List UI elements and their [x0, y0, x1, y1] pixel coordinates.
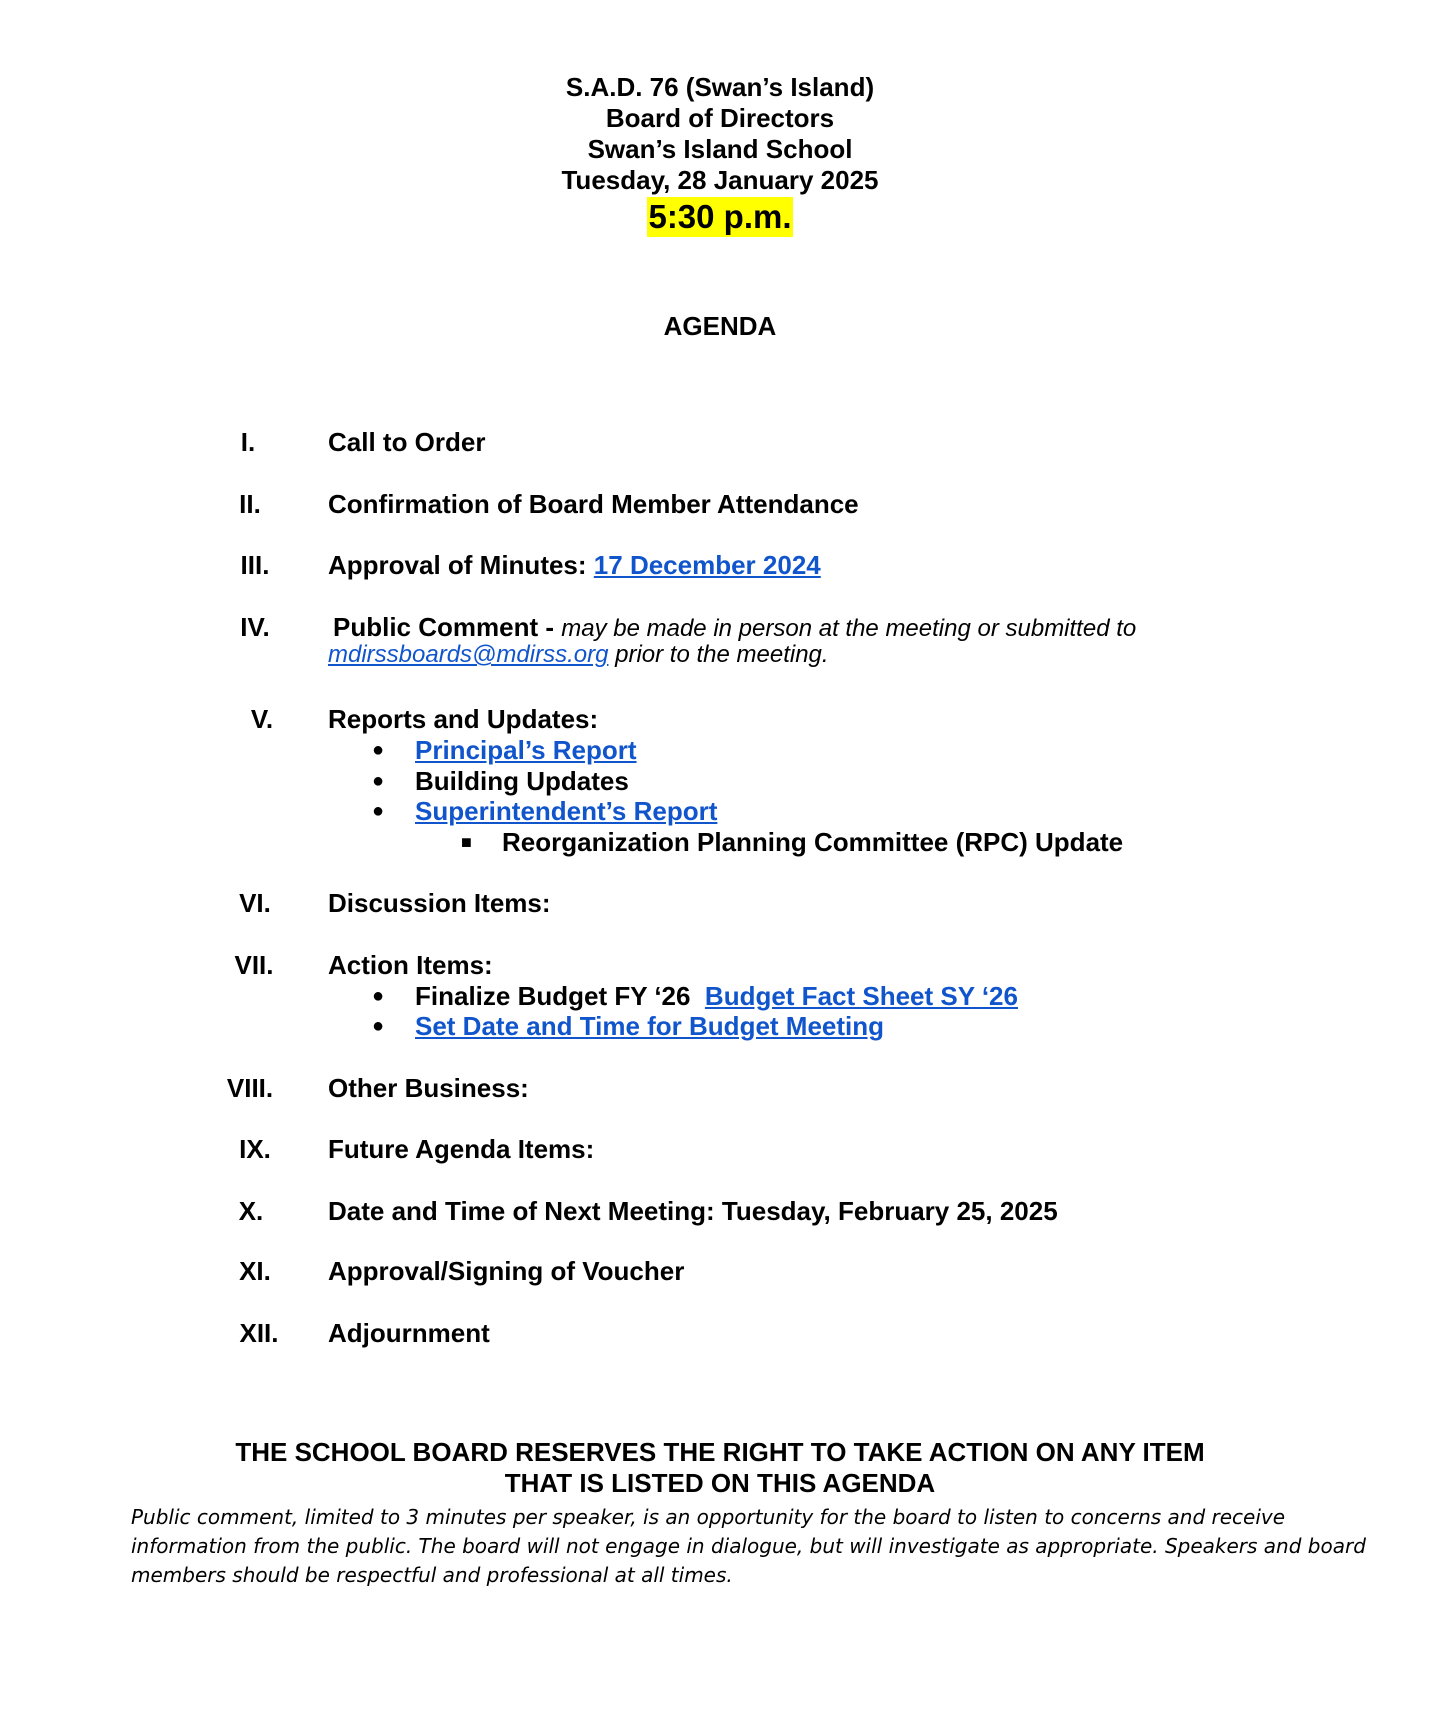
superintendents-report-link[interactable]	[415, 796, 717, 826]
bullet-icon: ●	[372, 770, 385, 792]
item-future-agenda: Future Agenda Items:	[328, 1134, 595, 1164]
item-reports-updates: Reports and Updates:	[328, 704, 599, 734]
reservation-notice-line1: THE SCHOOL BOARD RESERVES THE RIGHT TO TAKE ACTION ON ANY ITEM	[235, 1437, 1205, 1467]
item-number: IV.	[240, 612, 270, 642]
public-comment-note-end: prior to the meeting.	[615, 641, 829, 668]
item-number: VI.	[239, 888, 271, 918]
item-number: IX.	[239, 1134, 271, 1164]
building-updates: Building Updates	[415, 766, 629, 796]
finalize-budget-label: Finalize Budget FY ‘26	[415, 981, 691, 1011]
agenda-title: AGENDA	[663, 311, 777, 341]
item-discussion: Discussion Items:	[328, 888, 551, 918]
item-number: III.	[240, 550, 270, 580]
item-next-meeting: Date and Time of Next Meeting: Tuesday, February 25, 2025	[328, 1196, 1058, 1226]
bullet-icon: ●	[372, 985, 385, 1007]
square-bullet-icon: ■	[461, 832, 472, 852]
item-number: XI.	[239, 1256, 271, 1286]
item-label: Approval of Minutes:	[328, 550, 587, 580]
superintendents-report-link-text[interactable]: Superintendent’s Report	[415, 796, 718, 826]
item-approval-minutes	[328, 550, 821, 580]
item-other-business: Other Business:	[328, 1073, 529, 1103]
finalize-budget	[415, 981, 1018, 1011]
item-number: V.	[250, 704, 274, 734]
item-attendance: Confirmation of Board Member Attendance	[328, 489, 859, 519]
budget-meeting-link-text[interactable]: Set Date and Time for Budget Meeting	[415, 1011, 885, 1041]
budget-meeting-link[interactable]	[415, 1011, 884, 1041]
bullet-icon: ●	[372, 739, 385, 761]
district-name: S.A.D. 76 (Swan’s Island)	[565, 72, 875, 102]
item-voucher: Approval/Signing of Voucher	[328, 1256, 685, 1286]
minutes-link[interactable]: 17 December 2024	[593, 550, 821, 580]
bullet-icon: ●	[372, 1015, 385, 1037]
bullet-icon: ●	[372, 800, 385, 822]
budget-fact-sheet-link[interactable]: Budget Fact Sheet SY ‘26	[704, 981, 1018, 1011]
item-number: X.	[238, 1196, 264, 1226]
item-number: XII.	[239, 1318, 279, 1348]
reservation-notice-line2: THAT IS LISTED ON THIS AGENDA	[504, 1468, 936, 1498]
item-adjournment: Adjournment	[328, 1318, 490, 1348]
principals-report-link-text[interactable]: Principal’s Report	[415, 735, 637, 765]
board-name: Board of Directors	[605, 103, 835, 133]
item-label: Public Comment -	[333, 612, 555, 642]
email-link[interactable]: mdirssboards@mdirss.org	[328, 641, 609, 668]
principals-report-link[interactable]	[415, 735, 637, 765]
meeting-time: 5:30 p.m.	[648, 198, 792, 235]
document-header	[0, 72, 1430, 237]
item-action-items: Action Items:	[328, 950, 493, 980]
item-number: VII.	[234, 950, 274, 980]
public-comment-note-line2	[328, 640, 829, 670]
item-number: II.	[239, 489, 261, 519]
school-name: Swan’s Island School	[587, 134, 853, 164]
item-call-to-order: Call to Order	[328, 427, 486, 457]
rpc-update: Reorganization Planning Committee (RPC) Update	[502, 827, 1124, 857]
public-comment-note: may be made in person at the meeting or submitted to	[561, 615, 1137, 642]
public-comment-policy: Public comment, limited to 3 minutes per speaker, is an opportunity for the board to listen to concerns and receive information from the public. The board will not engage in dialogue, but will investigate as appropriate. Speakers and board members should be respectful and professional at all times.	[131, 1505, 1366, 1587]
item-number: I.	[240, 427, 256, 457]
meeting-date: Tuesday, 28 January 2025	[561, 165, 879, 195]
item-number: VIII.	[226, 1073, 274, 1103]
